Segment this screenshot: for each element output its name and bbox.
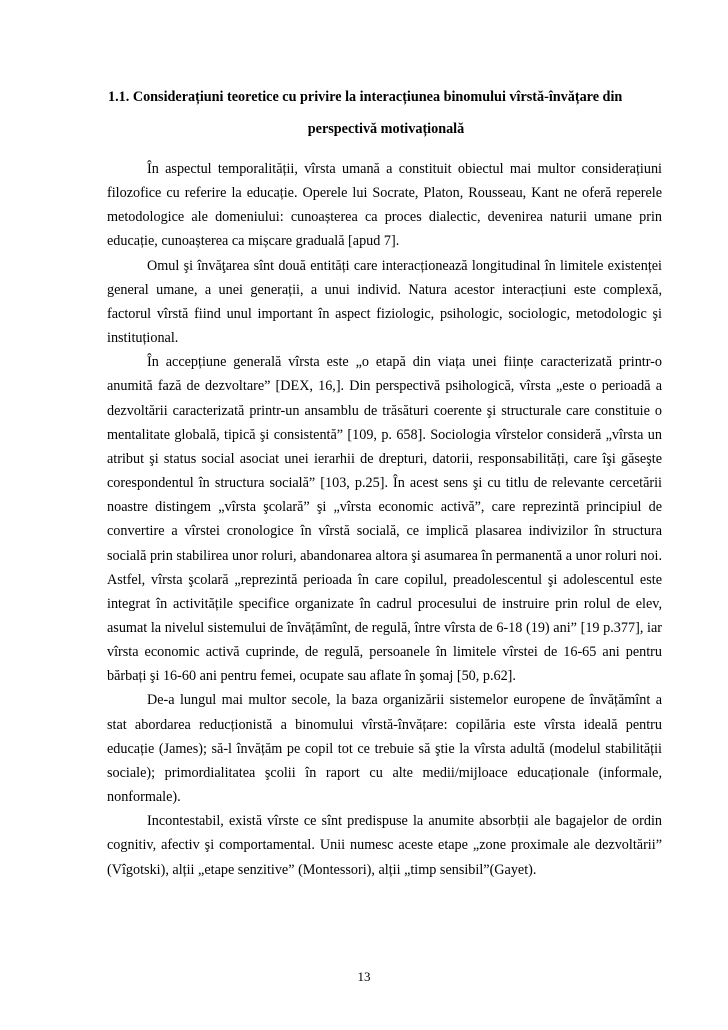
paragraph: Incontestabil, există vîrste ce sînt predispuse la anumite absorbții ale bagajelor de ordin cognitiv, afectiv şi comportamental. Unii numesc aceste etape „zone proximale ale dezvoltării” (Vîgotski), alții „etape senzitive” (Montessori), alții „timp sensibil”(Gayet). [107, 813, 662, 878]
paragraph: Omul şi învăţarea sînt două entități care interacționează longitudinal în limitele existenței general umane, a unei generații, a unui individ. Natura acestor interacțiuni este complexă, factorul vîrstă fiind unul important în aspect fiziologic, psihologic, sociologic, metodologic şi instituțional. [107, 257, 662, 347]
page-number: 13 [357, 969, 371, 984]
section-heading-line-1: 1.1. Considerațiuni teoretice cu privire la interacțiunea binomului vîrstă-învățare din [108, 89, 623, 105]
section-heading-line-2: perspectivă motivațională [307, 121, 465, 137]
paragraph: În aspectul temporalității, vîrsta umană a constituit obiectul mai multor considerațiuni filozofice cu referire la educație. Operele lui Socrate, Platon, Rousseau, Kant ne oferă reperele metodologice ale domeniului: cunoașterea ca proces dialectic, devenirea naturii umane prin educație, cunoașterea ca mișcare graduală [apud 7]. [107, 161, 662, 250]
paragraph: De-a lungul mai multor secole, la baza organizării sistemelor europene de învățămînt a stat abordarea reducționistă a binomului vîrstă-învățare: copilăria este vîrsta ideală pentru educație (James); să-l învățăm pe copil tot ce trebuie să ştie la vîrsta adultă (modelul stabilității sociale); primordialitatea şcolii în raport cu alte medii/mijloace educaționale (informale, nonformale). [107, 692, 662, 806]
paragraph: În accepțiune generală vîrsta este „o etapă din viața unei ființe caracterizată printr-o anumită fază de dezvoltare” [DEX, 16,]. Din perspectivă psihologică, vîrsta „este o perioadă a dezvoltării caracterizată printr-un ansamblu de trăsături coerente şi structurale care constituie o mentalitate globală, tipică şi consistentă” [109, p. 658]. Sociologia vîrstelor consideră „vîrsta un atribut şi status social asociat unei ierarhii de drepturi, datorii, responsabilități, care îşi găseşte corespondentul în structura socială” [103, p.25]. În acest sens şi cu titlu de relevante cercetării noastre distingem „vîrsta şcolară” şi „vîrsta economic activă”, care reprezintă principiul de convertire a vîrstei cronologice în vîrstă socială, ce implică plasarea indivizilor în structura socială prin stabilirea unor roluri, abandonarea altora şi asumarea în permanentă a unor roluri noi. Astfel, vîrsta şcolară „reprezintă perioada în care copilul, preadolescentul şi adolescentul este integrat în activitățile specifice organizate în cadrul procesului de instruire prin rolul de elev, asumat la nivelul sistemului de învățămînt, de regulă, între vîrsta de 6-18 (19) ani” [19 p.377], iar vîrsta economic activă cuprinde, de regulă, persoanele în limitele vîrstei de 16-65 ani pentru bărbați şi 16-60 ani pentru femei, ocupate sau aflate în şomaj [50, p.62]. [107, 354, 662, 685]
section-heading [108, 87, 664, 139]
body-text [107, 157, 662, 882]
